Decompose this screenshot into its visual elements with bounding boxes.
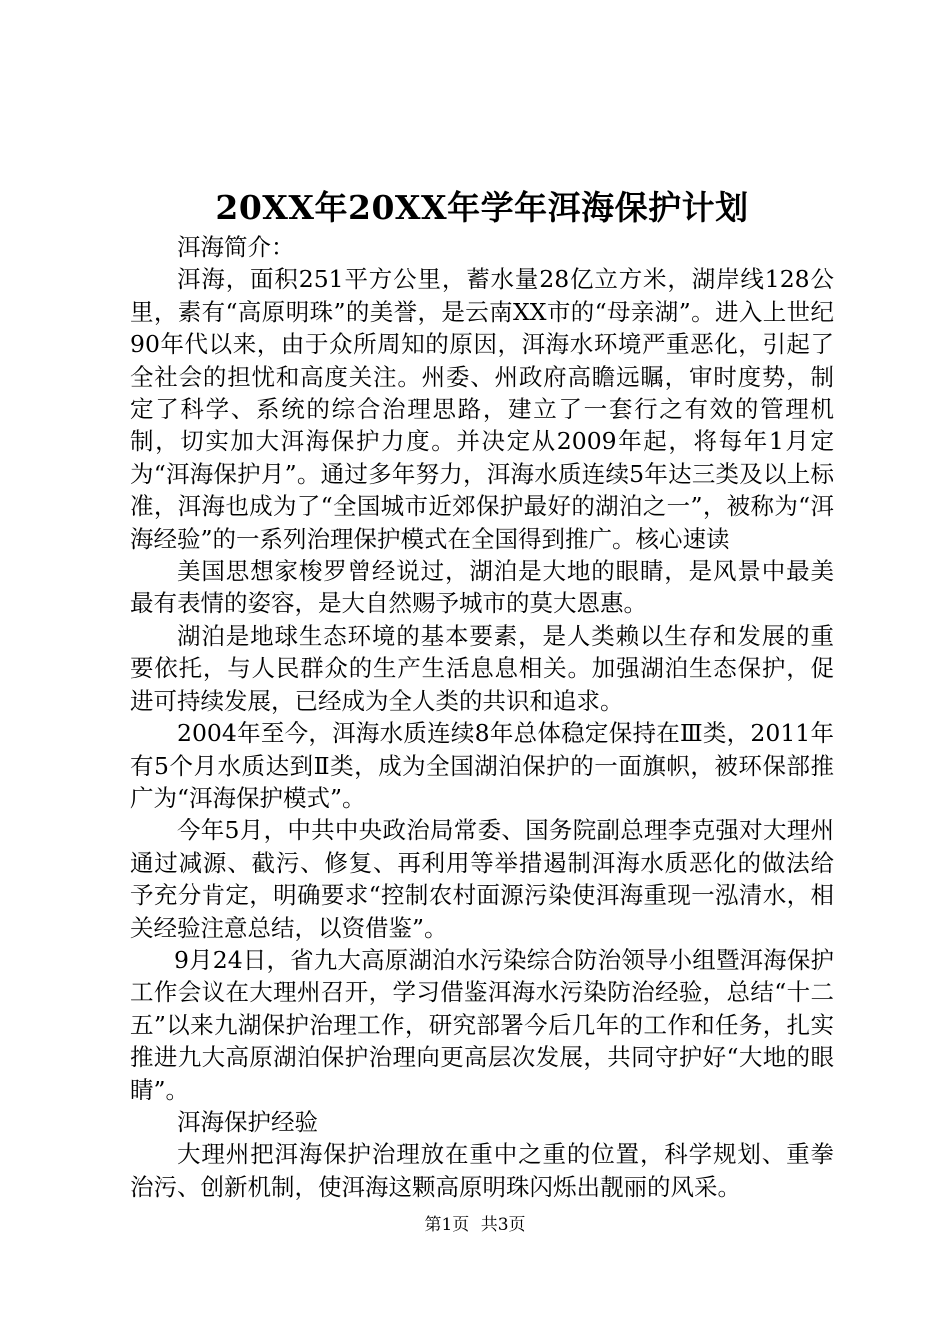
document-page <box>130 185 834 1203</box>
paragraph-intro: 洱海，面积251平方公里，蓄水量28亿立方米，湖岸线128公里，素有“高原明珠”的美誉，是云南XX市的“母亲湖”。进入上世纪90年代以来，由于众所周知的原因，洱海水环境严重恶化，引起了全社会的担忧和高度关注。州委、州政府高瞻远瞩，审时度势，制定了科学、系统的综合治理思路，建立了一套行之有效的管理机制，切实加大洱海保护力度。并决定从2009年起，将每年1月定为“洱海保护月”。通过多年努力，洱海水质连续5年达三类及以上标准，洱海也成为了“全国城市近郊保护最好的湖泊之一”，被称为“洱海经验”的一系列治理保护模式在全国得到推广。核心速读 <box>130 265 834 553</box>
page-footer <box>0 1213 950 1237</box>
page-number: 第1页 <box>424 1215 470 1235</box>
paragraph-lake-ecology: 湖泊是地球生态环境的基本要素，是人类赖以生存和发展的重要依托，与人民群众的生产生活息息相关。加强湖泊生态保护，促进可持续发展，已经成为全人类的共识和追求。 <box>130 621 834 715</box>
document-title: 20XX年20XX年学年洱海保护计划 <box>215 188 749 227</box>
paragraph-intro-heading: 洱海简介： <box>177 233 295 261</box>
paragraph-experience: 大理州把洱海保护治理放在重中之重的位置，科学规划、重拳治污、创新机制，使洱海这颗高原明珠闪烁出靓丽的风采。 <box>130 1140 834 1201</box>
paragraph-thoreau: 美国思想家梭罗曾经说过，湖泊是大地的眼睛，是风景中最美最有表情的姿容，是大自然赐予城市的莫大恩惠。 <box>130 557 834 618</box>
page-total: 共3页 <box>480 1215 526 1235</box>
paragraph-may: 今年5月，中共中央政治局常委、国务院副总理李克强对大理州通过减源、截污、修复、再利用等举措遏制洱海水质恶化的做法给予充分肯定，明确要求“控制农村面源污染使洱海重现一泓清水，相关经验注意总结，以资借鉴”。 <box>130 816 834 942</box>
paragraph-experience-heading: 洱海保护经验 <box>177 1107 318 1136</box>
paragraph-water-quality: 2004年至今，洱海水质连续8年总体稳定保持在Ⅲ类，2011年有5个月水质达到Ⅱ类，成为全国湖泊保护的一面旗帜，被环保部推广为“洱海保护模式”。 <box>130 719 834 812</box>
paragraph-sept: 9月24日，省九大高原湖泊水污染综合防治领导小组暨洱海保护工作会议在大理州召开，学习借鉴洱海水污染防治经验，总结“十二五”以来九湖保护治理工作，研究部署今后几年的工作和任务，扎实推进九大高原湖泊保护治理向更高层次发展，共同守护好“大地的眼睛”。 <box>130 945 834 1104</box>
